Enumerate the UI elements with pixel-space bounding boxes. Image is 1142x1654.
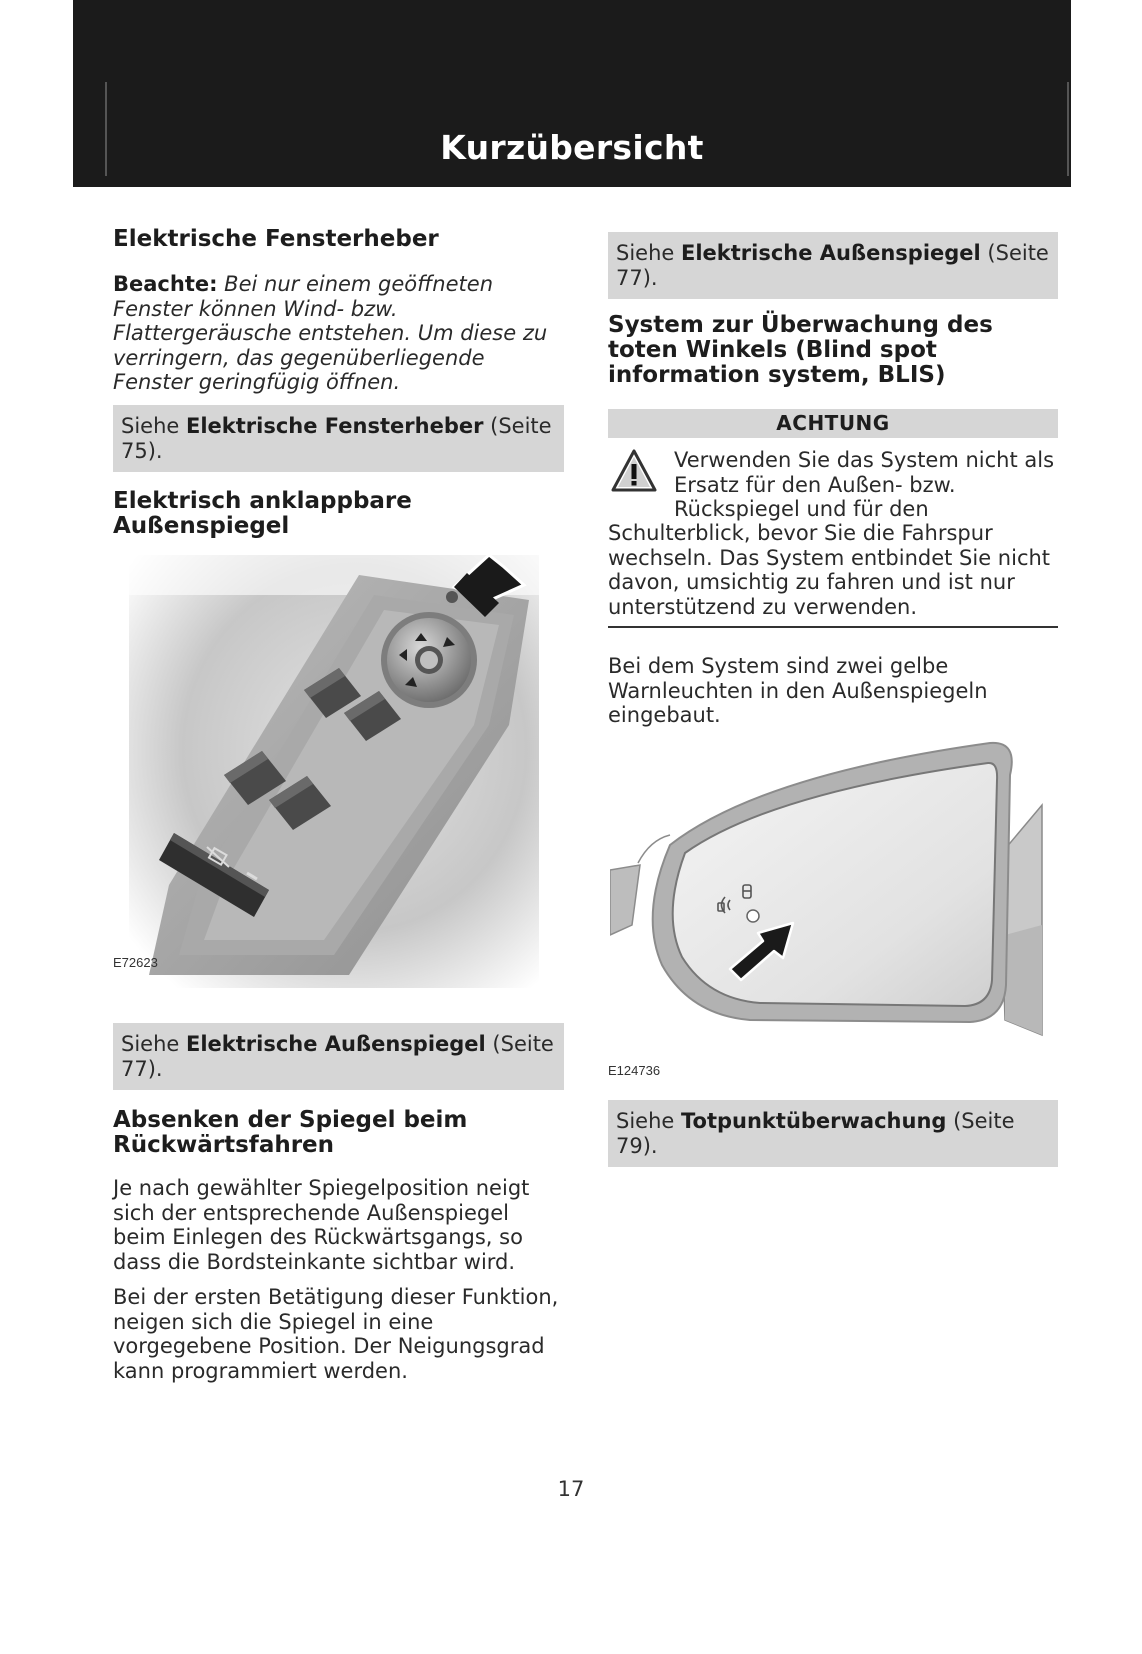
- ref-prefix: Siehe: [121, 1032, 186, 1056]
- note-paragraph: [113, 272, 564, 395]
- warning-heading: ACHTUNG: [608, 409, 1058, 438]
- ref-suffix: (Seite 77).: [121, 1032, 554, 1081]
- door-switch-panel-figure: [129, 555, 539, 988]
- warning-text-rest: Schulterblick, bevor Sie die Fahrspur wechseln. Das System entbindet Sie nicht davon, umsichtig zu fahren und ist nur unterstützend zu verwenden.: [608, 521, 1051, 619]
- figure-caption-e124736: E124736: [608, 1063, 661, 1078]
- ref-link-power-windows[interactable]: Elektrische Fensterheber: [186, 414, 484, 438]
- reference-box-mirrors-right: [608, 232, 1058, 299]
- page-header: [73, 0, 1071, 187]
- page-number: 17: [557, 1477, 585, 1501]
- ref-link-mirrors[interactable]: Elektrische Außenspiegel: [186, 1032, 486, 1056]
- note-label: Beachte:: [113, 272, 218, 296]
- warning-bottom-rule: [608, 626, 1058, 628]
- note-text: Bei nur einem geöffneten Fenster können Wind- bzw. Flattergeräusche entstehen. Um diese zu verringern, das gegenüberliegende Fenster geringfügig öffnen.: [113, 272, 548, 394]
- paragraph-mirror-dip-2: Bei der ersten Betätigung dieser Funktion, neigen sich die Spiegel in eine vorgegebene Position. Der Neigungsgrad kann programmiert werden.: [113, 1285, 559, 1383]
- side-mirror-blis-figure: [610, 735, 1050, 1050]
- ref-suffix: (Seite 79).: [616, 1109, 1015, 1158]
- ref-prefix: Siehe: [616, 1109, 681, 1133]
- paragraph-mirror-dip-1: Je nach gewählter Spiegelposition neigt sich der entsprechende Außenspiegel beim Einlegen des Rückwärtsgangs, so dass die Bordsteinkante sichtbar wird.: [113, 1176, 530, 1274]
- figure-caption-e72623: E72623: [113, 955, 158, 970]
- page-title: Kurzübersicht: [440, 128, 704, 167]
- ref-link-blind-spot[interactable]: Totpunktüberwachung: [681, 1109, 947, 1133]
- warning-text-indented: Verwenden Sie das System nicht als Ersatz für den Außen- bzw. Rückspiegel und für den: [674, 448, 1055, 521]
- reference-box-mirrors: [113, 1023, 564, 1090]
- section-title-power-windows: Elektrische Fensterheber: [113, 226, 439, 252]
- section-title-blis: System zur Überwachung des toten Winkels (Blind spot information system, BLIS): [608, 312, 993, 388]
- section-title-mirror-dip: Absenken der Spiegel beim Rückwärtsfahren: [113, 1107, 468, 1158]
- warning-triangle-icon: [610, 448, 658, 494]
- reference-box-power-windows: [113, 405, 564, 472]
- ref-prefix: Siehe: [121, 414, 186, 438]
- ref-prefix: Siehe: [616, 241, 681, 265]
- paragraph-blis-lights: Bei dem System sind zwei gelbe Warnleuchten in den Außenspiegeln eingebaut.: [608, 654, 988, 727]
- reference-box-blind-spot: [608, 1100, 1058, 1167]
- ref-suffix: (Seite 75).: [121, 414, 552, 463]
- section-title-folding-mirrors: Elektrisch anklappbare Außenspiegel: [113, 488, 412, 539]
- ref-suffix: (Seite 77).: [616, 241, 1049, 290]
- ref-link-mirrors[interactable]: Elektrische Außenspiegel: [681, 241, 981, 265]
